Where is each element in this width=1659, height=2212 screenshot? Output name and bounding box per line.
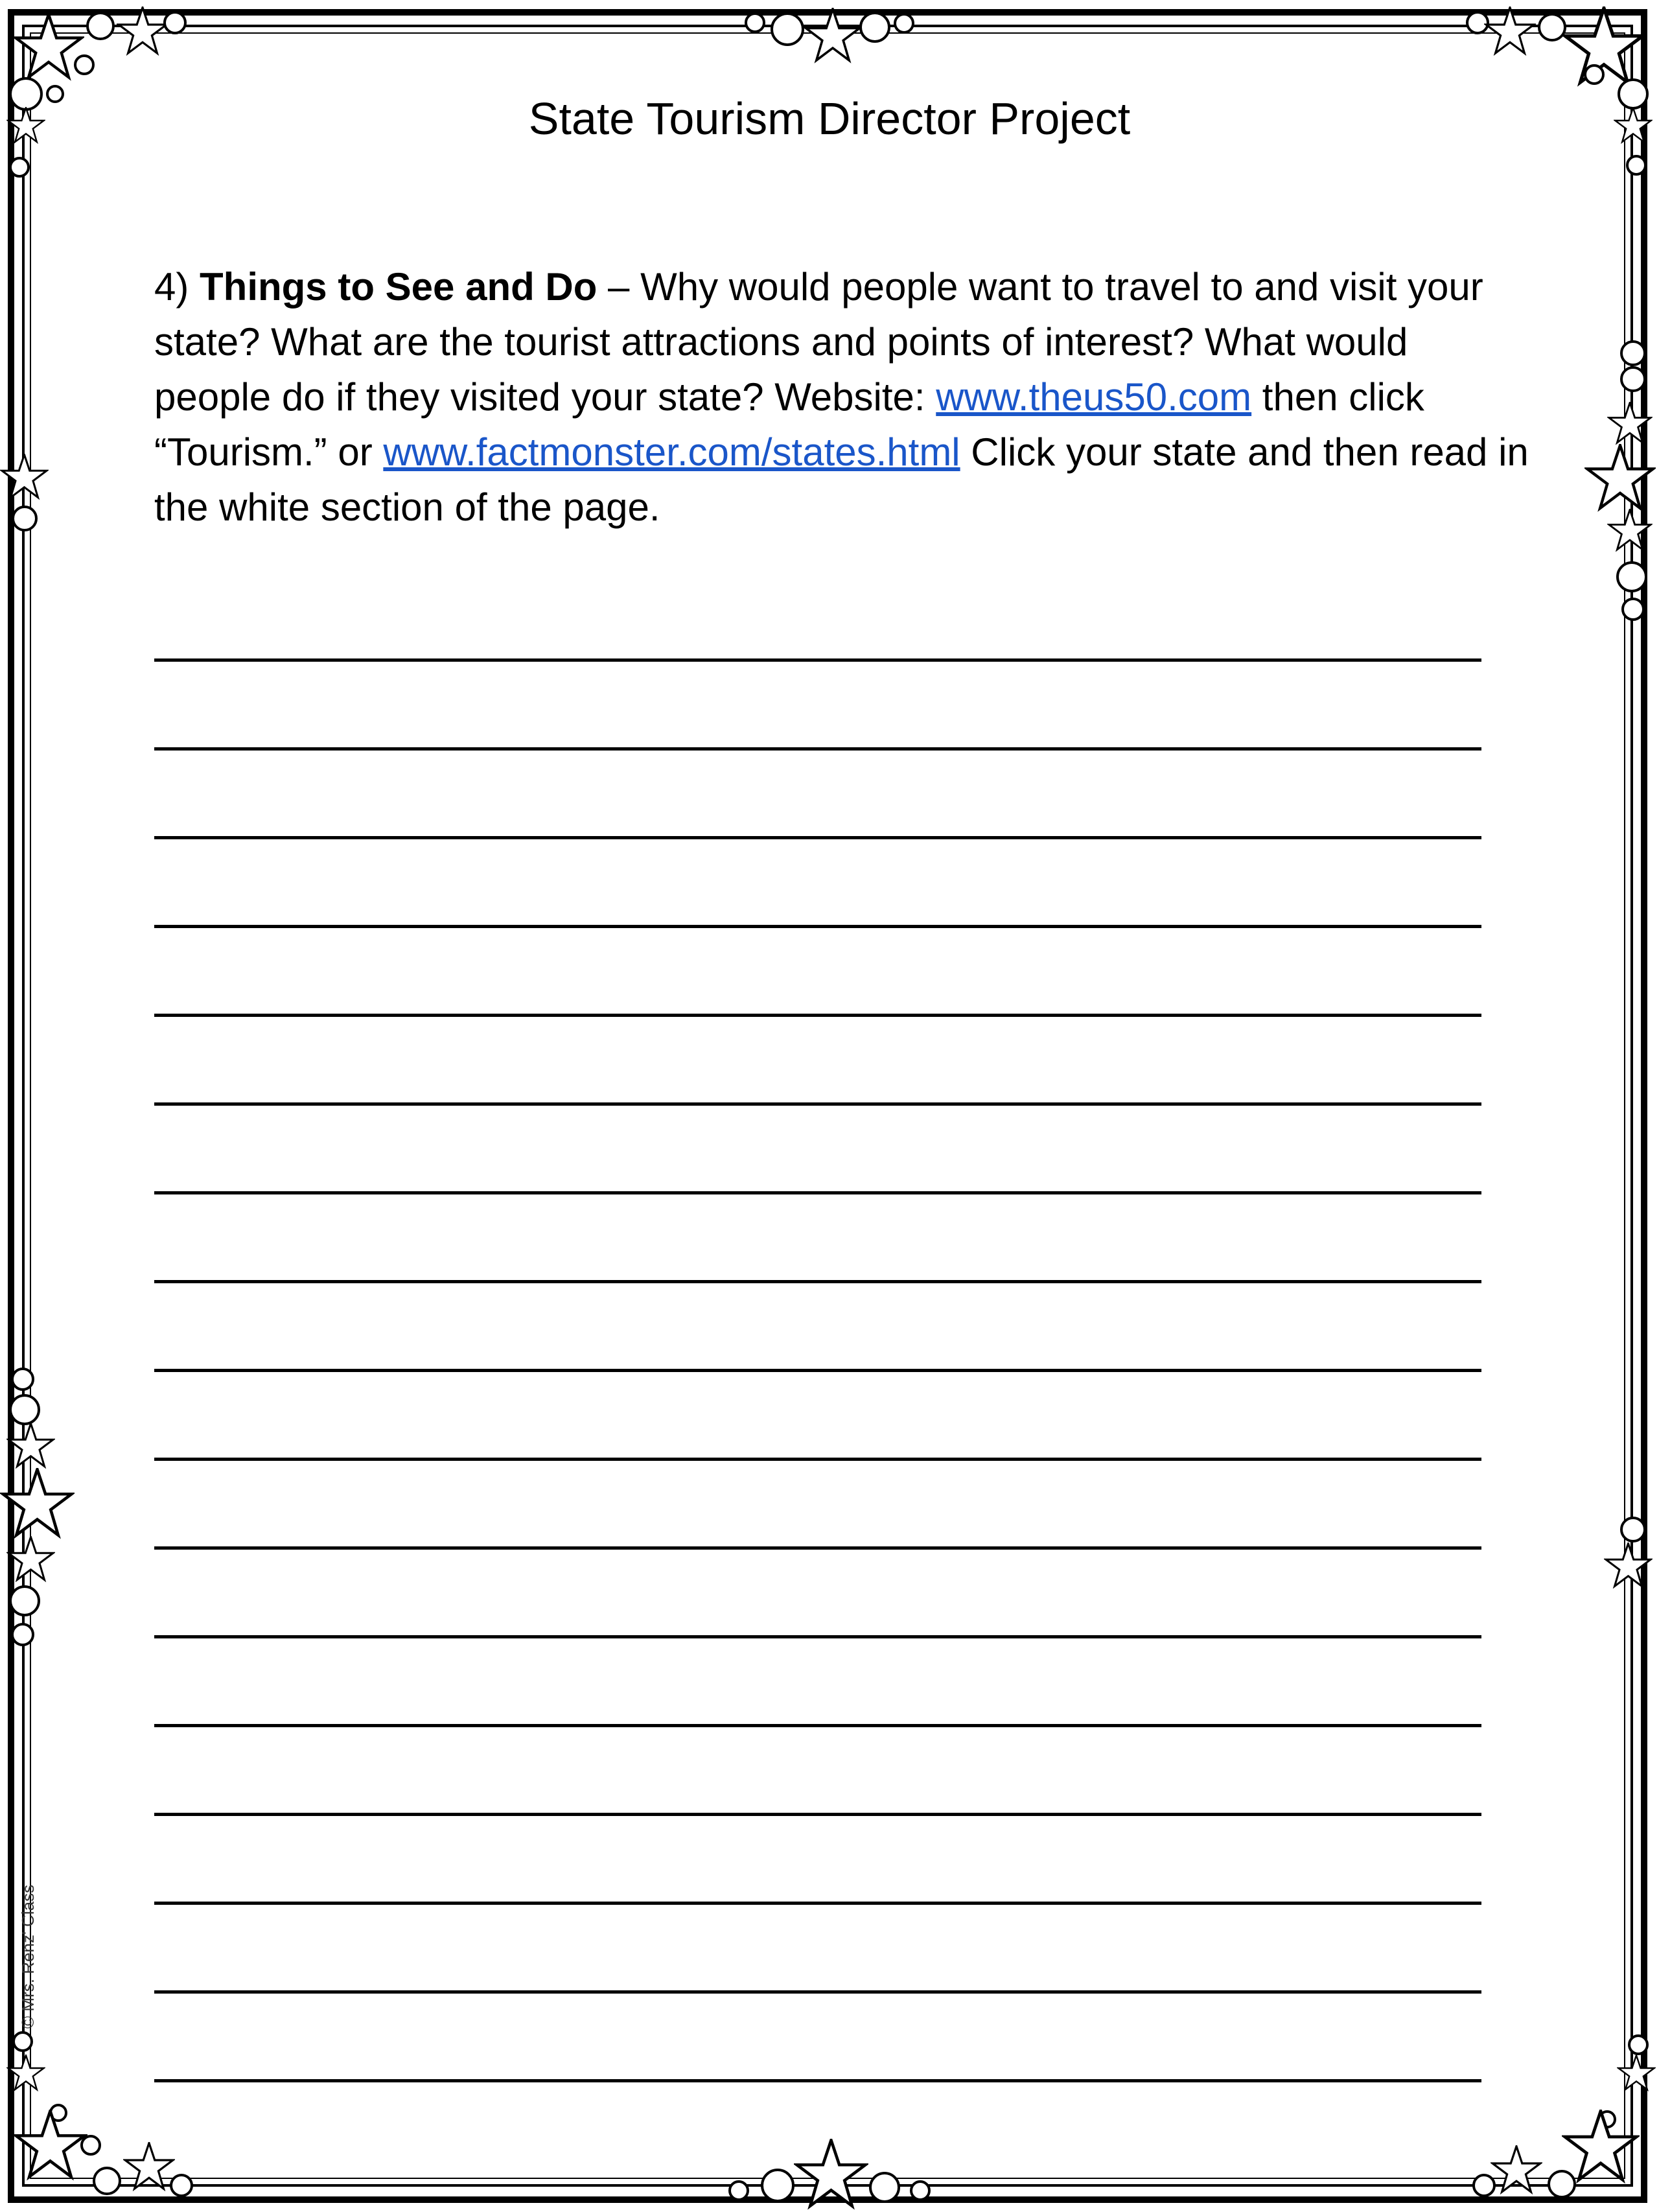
- answer-line[interactable]: [154, 1017, 1481, 1106]
- question-text-1: – Why would people want to travel to and visit your state? What are the tourist attractions and points of interest? What would people do if they visited your state? Website:: [154, 265, 1483, 419]
- answer-line[interactable]: [154, 1461, 1481, 1550]
- answer-line[interactable]: [154, 751, 1481, 839]
- answer-line[interactable]: [154, 1372, 1481, 1461]
- answer-line[interactable]: [154, 1283, 1481, 1372]
- question-prompt: [154, 259, 1535, 535]
- answer-line[interactable]: [154, 1816, 1481, 1905]
- link-theus50[interactable]: www.theus50.com: [936, 375, 1252, 419]
- answer-line[interactable]: [154, 1638, 1481, 1727]
- answer-line[interactable]: [154, 928, 1481, 1017]
- question-text-2: then click “Tourism.” or: [154, 375, 1424, 474]
- link-factmonster[interactable]: www.factmonster.com/states.html: [383, 430, 960, 474]
- question-heading: Things to See and Do: [200, 265, 597, 309]
- answer-line[interactable]: [154, 1727, 1481, 1816]
- answer-line[interactable]: [154, 839, 1481, 928]
- question-number: 4): [154, 265, 189, 309]
- answer-line[interactable]: [154, 1550, 1481, 1638]
- answer-line[interactable]: [154, 1905, 1481, 1994]
- answer-line[interactable]: [154, 1194, 1481, 1283]
- answer-line[interactable]: [154, 662, 1481, 751]
- copyright-notice: © Mrs. Renz' Class: [18, 1884, 38, 2029]
- question-text-3: Click your state and then read in the white section of the page.: [154, 430, 1529, 529]
- answer-lines: [154, 658, 1481, 2082]
- answer-line[interactable]: [154, 1994, 1481, 2082]
- answer-line[interactable]: [154, 1106, 1481, 1194]
- page-title: State Tourism Director Project: [528, 93, 1131, 144]
